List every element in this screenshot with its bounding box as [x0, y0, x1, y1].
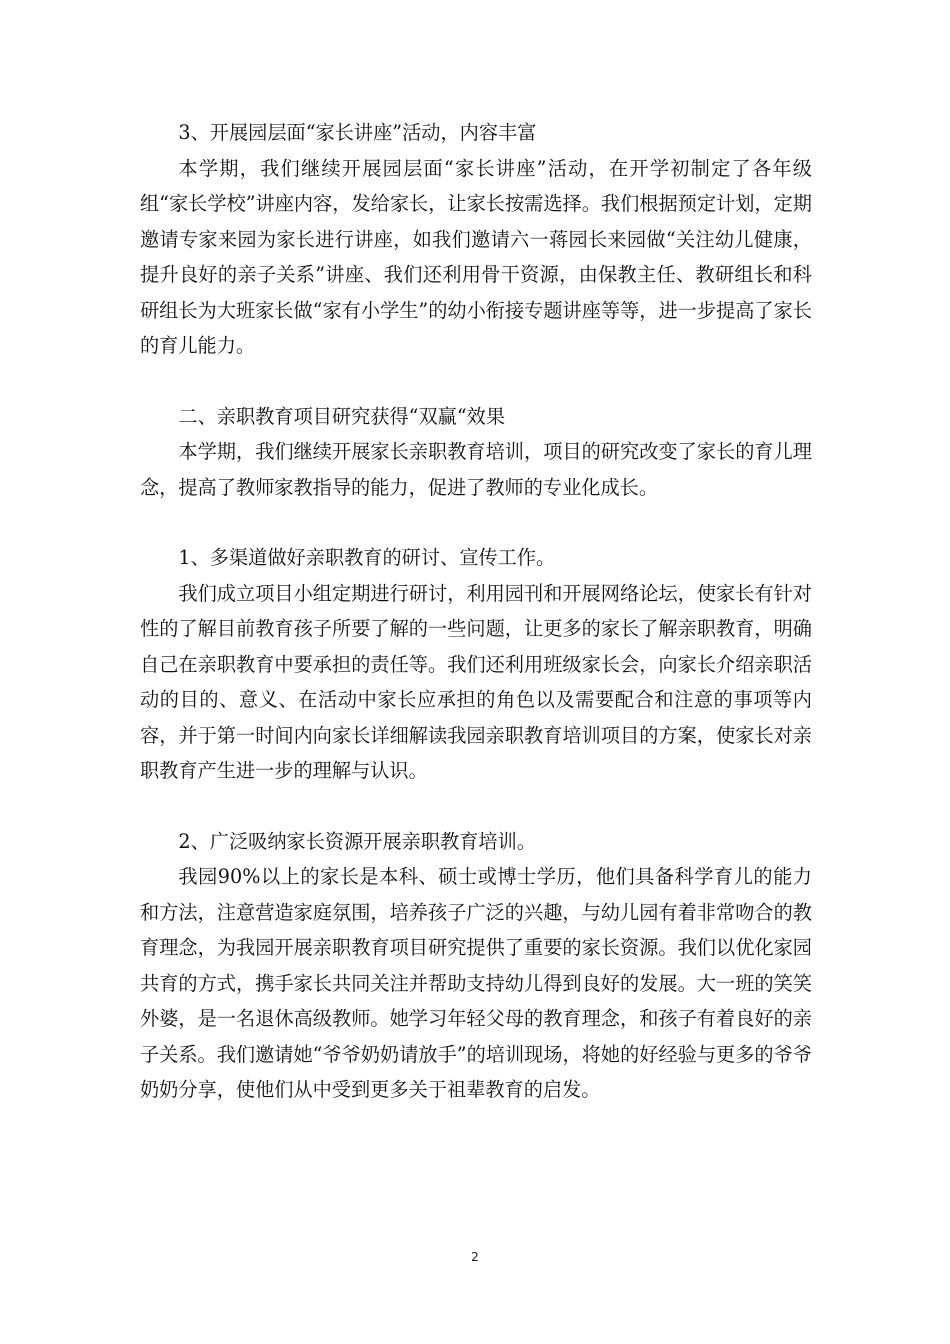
subheading-multichannel: 1、多渠道做好亲职教育的研讨、宣传工作。 — [178, 546, 556, 569]
paragraph-parenting-project-intro: 本学期，我们继续开展家长亲职教育培训，项目的研究改变了家长的育儿理念，提高了教师家教指导的能力，促进了教师的专业化成长。 — [140, 440, 812, 499]
section-heading-parenting-project: 二、亲职教育项目研究获得“双赢“效果 — [178, 404, 506, 428]
paragraph-multichannel: 我们成立项目小组定期进行研讨，利用园刊和开展网络论坛，使家长有针对性的了解目前教育孩子所要了解的一些问题，让更多的家长了解亲职教育，明确自己在亲职教育中要承担的责任等。我们还利用班级家长会，向家长介绍亲职活动的目的、意义、在活动中家长应承担的角色以及需要配合和注意的事项等内容，并于第一时间内向家长详细解读我园亲职教育培训项目的方案，使家长对亲职教育产生进一步的理解与认识。 — [140, 581, 812, 782]
paragraph-parent-resources: 我园90%以上的家长是本科、硕士或博士学历，他们具备科学育儿的能力和方法，注意营造家庭氛围，培养孩子广泛的兴趣，与幼儿园有着非常吻合的教育理念，为我园开展亲职教育项目研究提供了重要的家长资源。我们以优化家园共育的方式，携手家长共同关注并帮助支持幼儿得到良好的发展。大一班的笑笑外婆，是一名退休高级教师。她学习年轻父母的教育理念，和孩子有着良好的亲子关系。我们邀请她“爷爷奶奶请放手”的培训现场，将她的好经验与更多的爷爷奶奶分享，使他们从中受到更多关于祖辈教育的启发。 — [140, 865, 812, 1101]
section-heading-parent-lectures: 3、开展园层面“家长讲座”活动，内容丰富 — [178, 121, 537, 144]
document-body — [140, 115, 812, 1108]
paragraph-parent-lectures: 本学期，我们继续开展园层面“家长讲座”活动，在开学初制定了各年级组“家长学校”讲座内容，发给家长，让家长按需选择。我们根据预定计划，定期邀请专家来园为家长进行讲座，如我们邀请六一蒋园长来园做“关注幼儿健康，提升良好的亲子关系”讲座、我们还利用骨干资源，由保教主任、教研组长和科研组长为大班家长做“家有小学生”的幼小衔接专题讲座等等，进一步提高了家长的育儿能力。 — [140, 156, 812, 357]
subheading-parent-resources: 2、广泛吸纳家长资源开展亲职教育培训。 — [178, 829, 536, 853]
page-number: 2 — [471, 1250, 479, 1264]
